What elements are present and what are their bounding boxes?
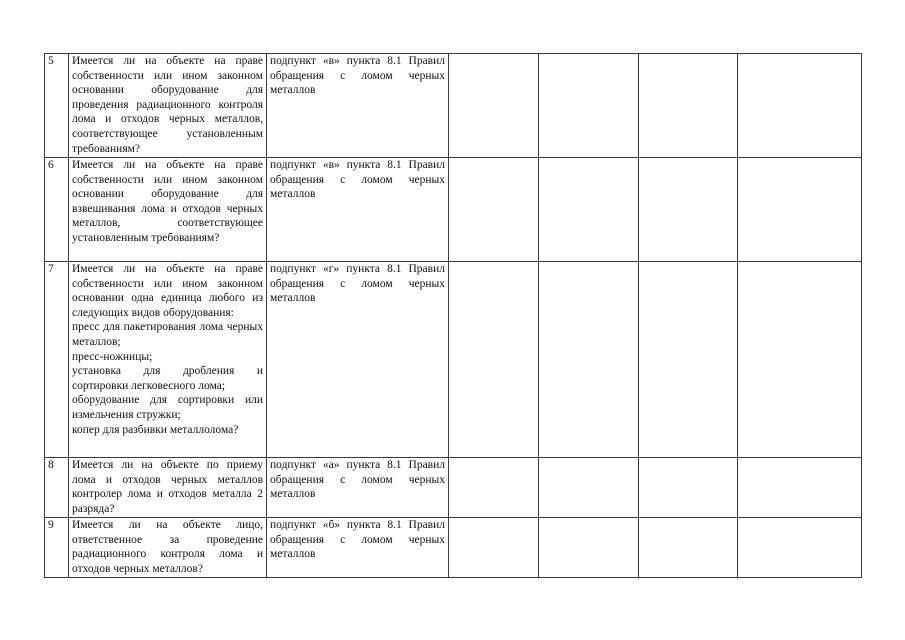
answer-cell-yes[interactable] — [449, 158, 539, 262]
reference-cell: подпункт «г» пункта 8.1 Правил обращения с ломом черных металлов — [267, 262, 449, 458]
answer-cell-yes[interactable] — [449, 262, 539, 458]
answer-cell-na[interactable] — [639, 262, 738, 458]
checklist-table — [44, 53, 862, 578]
question-cell: Имеется ли на объекте на праве собственности или ином законном основании оборудование для взвешивания лома и отходов черных металлов, соответствующее установленным требованиям? — [69, 158, 267, 262]
answer-cell-na[interactable] — [639, 458, 738, 518]
question-line: пресс для пакетирования лома черных металлов; — [72, 321, 263, 348]
row-number: 6 — [45, 158, 69, 262]
question-cell — [69, 262, 267, 458]
notes-cell[interactable] — [738, 54, 862, 158]
table-row — [45, 518, 862, 578]
question-cell: Имеется ли на объекте на праве собственности или ином законном основании оборудование для проведения радиационного контроля лома и отходов черных металлов, соответствующее установленным требованиям? — [69, 54, 267, 158]
answer-cell-yes[interactable] — [449, 518, 539, 578]
answer-cell-no[interactable] — [539, 54, 639, 158]
table-row — [45, 158, 862, 262]
table-row — [45, 54, 862, 158]
answer-cell-no[interactable] — [539, 458, 639, 518]
answer-cell-yes[interactable] — [449, 54, 539, 158]
answer-cell-no[interactable] — [539, 518, 639, 578]
table-row — [45, 458, 862, 518]
reference-cell: подпункт «а» пункта 8.1 Правил обращения с ломом черных металлов — [267, 458, 449, 518]
question-line: оборудование для сортировки или измельчения стружки; — [72, 394, 263, 421]
answer-cell-no[interactable] — [539, 158, 639, 262]
notes-cell[interactable] — [738, 458, 862, 518]
table-row — [45, 262, 862, 458]
answer-cell-na[interactable] — [639, 54, 738, 158]
row-number: 7 — [45, 262, 69, 458]
reference-cell: подпункт «в» пункта 8.1 Правил обращения с ломом черных металлов — [267, 54, 449, 158]
row-number: 5 — [45, 54, 69, 158]
question-line: копер для разбивки металлолома? — [72, 423, 239, 436]
question-line: Имеется ли на объекте на праве собственности или ином законном основании одна единица любого из следующих видов оборудования: — [72, 263, 263, 319]
question-line: пресс-ножницы; — [72, 350, 153, 363]
reference-cell: подпункт «в» пункта 8.1 Правил обращения с ломом черных металлов — [267, 158, 449, 262]
answer-cell-na[interactable] — [639, 518, 738, 578]
question-cell: Имеется ли на объекте лицо, ответственное за проведение радиационного контроля лома и отходов черных металлов? — [69, 518, 267, 578]
question-line: установка для дробления и сортировки легковесного лома; — [72, 365, 263, 392]
answer-cell-na[interactable] — [639, 158, 738, 262]
row-number: 8 — [45, 458, 69, 518]
row-number: 9 — [45, 518, 69, 578]
answer-cell-no[interactable] — [539, 262, 639, 458]
notes-cell[interactable] — [738, 518, 862, 578]
reference-cell: подпункт «б» пункта 8.1 Правил обращения с ломом черных металлов — [267, 518, 449, 578]
question-cell: Имеется ли на объекте по приему лома и отходов черных металлов контролер лома и отходов металла 2 разряда? — [69, 458, 267, 518]
answer-cell-yes[interactable] — [449, 458, 539, 518]
notes-cell[interactable] — [738, 262, 862, 458]
notes-cell[interactable] — [738, 158, 862, 262]
